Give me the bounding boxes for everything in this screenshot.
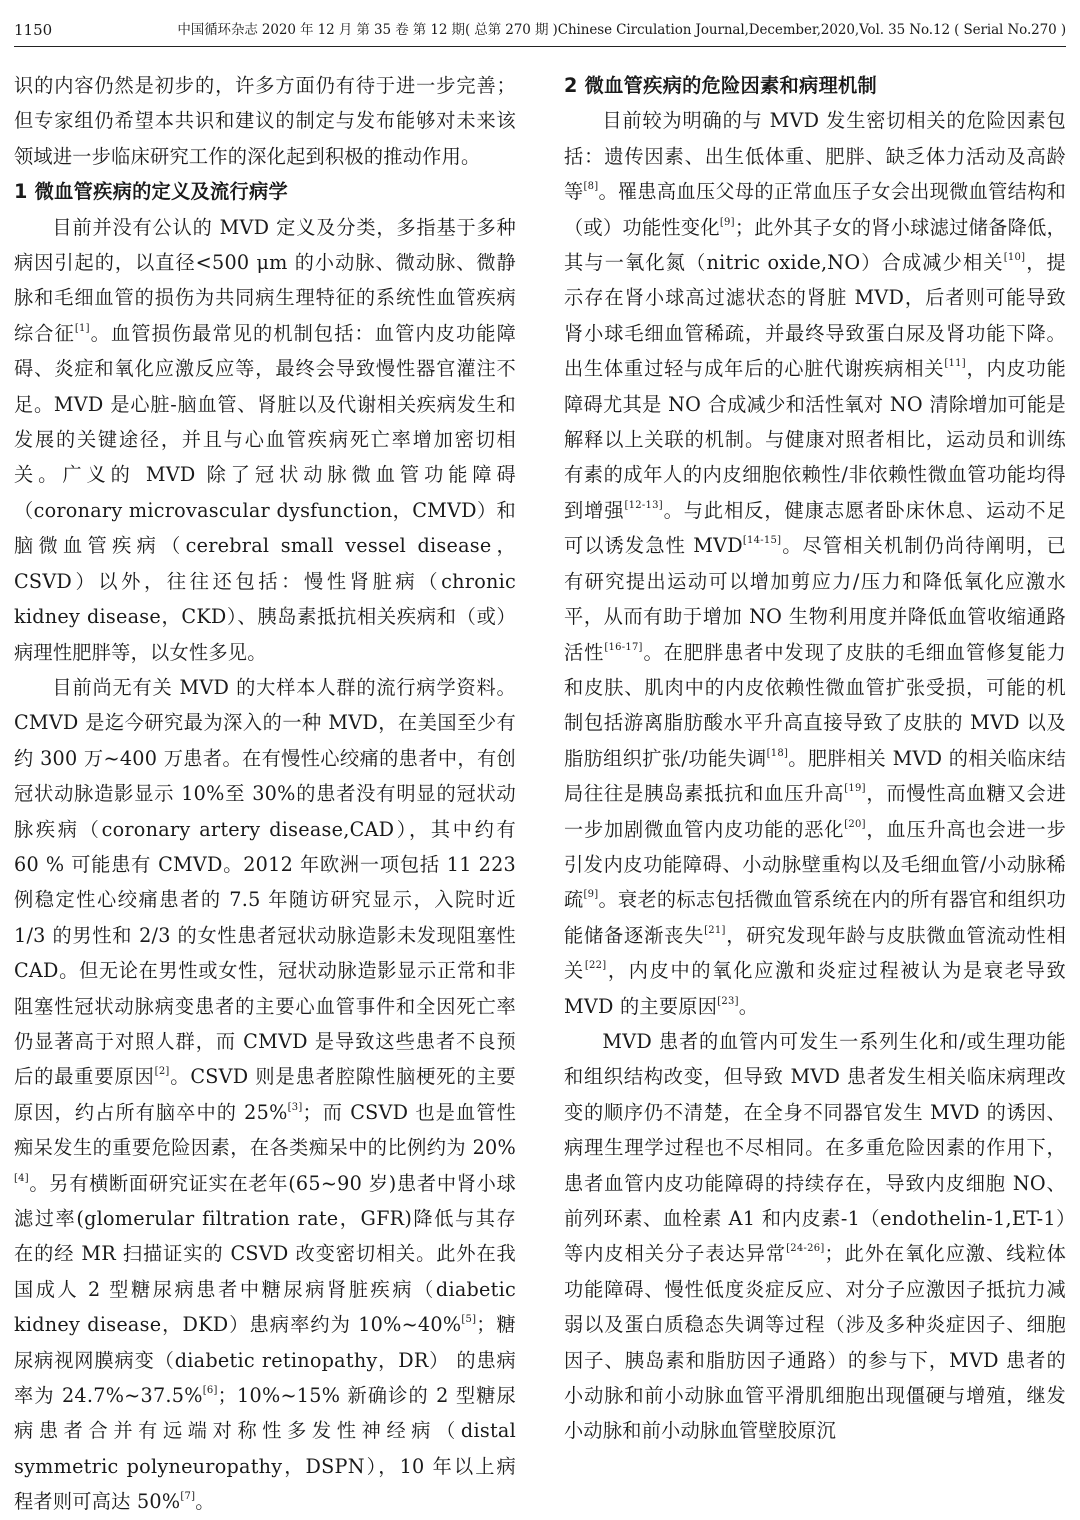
text-run: 。在肥胖患者中发现了皮肤的毛细血管修复能力和皮肤、肌肉中的内皮依赖性微血管扩张受损，可能的机制包括游离脂肪酸水平升高直接导致了皮肤的 MVD 以及脂肪组织扩张/功能失调	[564, 640, 1067, 770]
citation-ref: [20]	[844, 818, 866, 830]
text-run: 。肥胖相关 MVD 的相关临床结局往往是胰岛素抵抗和血压升高	[564, 746, 1067, 806]
paragraph-intro-end: 识的内容仍然是初步的，许多方面仍有待于进一步完善；但专家组仍希望本共识和建议的制定与发布能够对未来该领域进一步临床研究工作的深化起到积极的推动作用。	[14, 74, 516, 168]
section-heading-2: 2 微血管疾病的危险因素和病理机制	[564, 74, 877, 97]
citation-ref: [2]	[154, 1066, 170, 1078]
text-run: 目前较为明确的与 MVD 发生密切相关的危险因素包括：遗传因素、出生低体重、肥胖、缺乏体力活动及高龄等	[564, 109, 1066, 204]
citation-ref: [1]	[74, 322, 90, 334]
citation-ref: [12-13]	[624, 499, 663, 511]
paragraph-epidemiology	[14, 670, 516, 1520]
citation-ref: [22]	[584, 960, 607, 972]
citation-ref: [8]	[583, 181, 599, 193]
citation-ref: [21]	[704, 924, 726, 936]
citation-ref: [11]	[944, 358, 966, 370]
text-run: 目前尚无有关 MVD 的大样本人群的流行病学资料。CMVD 是迄今研究最为深入的一种 MVD，在美国至少有约 300 万~400 万患者。在有慢性心绞痛的患者中，有创冠状动脉造影显示 10%至 30%的患者没有明显的冠状动脉疾病（coronary artery disease,CAD），其中约有 60 % 可能患有 CMVD。2012 年欧洲一项包括 11 223 例稳定性心绞痛患者的 7.5 年随访研究显示，入院时近 1/3 的男性和 2/3 的女性患者冠状动脉造影未发现阻塞性 CAD。但无论在男性或女性，冠状动脉造影显示正常和非阻塞性冠状动脉病变患者的主要心血管事件和全因死亡率仍显著高于对照人群，而 CMVD 是导致这些患者不良预后的最重要原因	[14, 675, 516, 1089]
citation-ref: [19]	[844, 783, 866, 795]
left-column	[14, 68, 516, 1520]
text-run: ；10%~15% 新确诊的 2 型糖尿病患者合并有远端对称性多发性神经病（distal symmetric polyneuropathy，DSPN），10 年以上病程者则可高达 50%	[14, 1384, 516, 1514]
paragraph-pathology	[564, 1024, 1066, 1449]
citation-ref: [4]	[14, 1172, 29, 1184]
text-run: 。与此相反，健康志愿者卧床休息、运动不足可以诱发急性 MVD	[564, 498, 1067, 558]
citation-ref: [24-26]	[786, 1243, 825, 1255]
citation-ref: [10]	[1003, 252, 1026, 264]
text-run: ，血压升高也会进一步引发内皮功能障碍、小动脉壁重构以及毛细血管/小动脉稀疏	[564, 817, 1067, 912]
running-header	[14, 20, 1066, 47]
citation-ref: [9]	[719, 216, 735, 228]
text-run: ；此外其子女的肾小球滤过储备降低，其与一氧化氮（nitric oxide,NO）合成减少相关	[564, 215, 1067, 275]
text-run: ；而 CSVD 也是血管性痴呆发生的重要危险因素，在各类痴呆中的比例约为 20%	[14, 1100, 517, 1160]
text-run: ，内皮功能障碍尤其是 NO 合成减少和活性氧对 NO 清除增加可能是解释以上关联的机制。与健康对照者相比，运动员和训练有素的成年人的内皮细胞依赖性/非依赖性微血管功能均得到增强	[564, 357, 1067, 522]
text-run: 。尽管相关机制仍尚待阐明，已有研究提出运动可以增加剪应力/压力和降低氧化应激水平，从而有助于增加 NO 生物利用度并降低血管收缩通路活性	[564, 534, 1066, 664]
paragraph-risk-factors	[564, 103, 1066, 1024]
citation-ref: [18]	[766, 747, 789, 759]
text-run: 。血管损伤最常见的机制包括：血管内皮功能障碍、炎症和氧化应激反应等，最终会导致慢性器官灌注不足。MVD 是心脏-脑血管、肾脏以及代谢相关疾病发生和发展的关键途径，并且与心血管疾病死亡率增加密切相关。广义的 MVD 除了冠状动脉微血管功能障碍（coronary microvascular dysfunction，CMVD）和脑微血管疾病（cerebral small vessel disease，CSVD）以外，往往还包括：慢性肾脏病（chronic kidney disease，CKD）、胰岛素抵抗相关疾病和（或）病理性肥胖等，以女性多见。	[14, 321, 517, 664]
citation-ref: [7]	[180, 1491, 196, 1503]
citation-ref: [14-15]	[742, 535, 782, 547]
citation-ref: [23]	[717, 995, 739, 1007]
text-run: MVD 患者的血管内可发生一系列生化和/或生理功能和组织结构改变，但导致 MVD 患者发生相关临床病理改变的顺序仍不清楚，在全身不同器官发生 MVD 的诱因、病理生理学过程也不尽相同。在多重危险因素的作用下，患者血管内皮功能障碍的持续存在，导致内皮细胞 NO、前列环素、血栓素 A1 和内皮素-1（endothelin-1,ET-1）等内皮相关分子表达异常	[564, 1029, 1066, 1266]
text-run: 目前并没有公认的 MVD 定义及分类，多指基于多种病因引起的，以直径<500 μm 的小动脉、微动脉、微静脉和毛细血管的损伤为共同病生理特征的系统性血管疾病综合征	[14, 215, 516, 345]
text-run: ，研究发现年龄与皮肤微血管流动性相关	[564, 923, 1067, 983]
text-run: ；此外在氧化应激、线粒体功能障碍、慢性低度炎症反应、对分子应激因子抵抗力减弱以及蛋白质稳态失调等过程（涉及多种炎症因子、细胞因子、胰岛素和脂肪因子通路）的参与下，MVD 患者的小动脉和前小动脉血管平滑肌细胞出现僵硬与增殖，继发小动脉和前小动脉血管壁胶原沉	[564, 1242, 1067, 1443]
citation-ref: [5]	[461, 1314, 477, 1326]
right-column	[564, 68, 1066, 1449]
citation-ref: [9]	[583, 889, 599, 901]
paragraph-definition	[14, 210, 516, 670]
text-run: 。另有横断面研究证实在老年(65~90 岁)患者中肾小球滤过率(glomerular filtration rate，GFR)降低与其存在的经 MR 扫描证实的 CSVD 改变密切相关。此外在我国成人 2 型糖尿病患者中糖尿病肾脏疾病（diabetic kidney disease，DKD）患病率约为 10%~40%	[14, 1171, 516, 1337]
text-run: 。CSVD 则是患者腔隙性脑梗死的主要原因，约占所有脑卒中的 25%	[14, 1065, 516, 1124]
text-run: 。	[195, 1490, 215, 1514]
citation-ref: [16-17]	[604, 641, 643, 653]
text-run: ，而慢性高血糖又会进一步加剧微血管内皮功能的恶化	[564, 782, 1067, 841]
section-heading-1: 1 微血管疾病的定义及流行病学	[14, 180, 288, 204]
text-run: 。衰老的标志包括微血管系统在内的所有器官和组织功能储备逐渐丧失	[564, 888, 1067, 947]
citation-ref: [6]	[202, 1385, 218, 1397]
page-number: 1150	[14, 21, 53, 39]
citation-ref: [3]	[287, 1101, 303, 1113]
running-title: 中国循环杂志 2020 年 12 月 第 35 卷 第 12 期( 总第 270 期 )Chinese Circulation Journal,December,2020,Vol. 35 No.12 ( Serial No.270 )	[177, 22, 1066, 38]
text-run: ，内皮中的氧化应激和炎症过程被认为是衰老导致 MVD 的主要原因	[564, 959, 1066, 1018]
text-run: ；糖尿病视网膜病变（diabetic retinopathy，DR） 的患病率为 24.7%~37.5%	[14, 1313, 516, 1408]
text-run: 。罹患高血压父母的正常血压子女会出现微血管结构和（或）功能性变化	[564, 180, 1067, 239]
text-run: 。	[738, 994, 759, 1018]
text-run: ，提示存在肾小球高过滤状态的肾脏 MVD，后者则可能导致肾小球毛细血管稀疏，并最终导致蛋白尿及肾功能下降。出生体重过轻与成年后的心脏代谢疾病相关	[564, 251, 1066, 381]
